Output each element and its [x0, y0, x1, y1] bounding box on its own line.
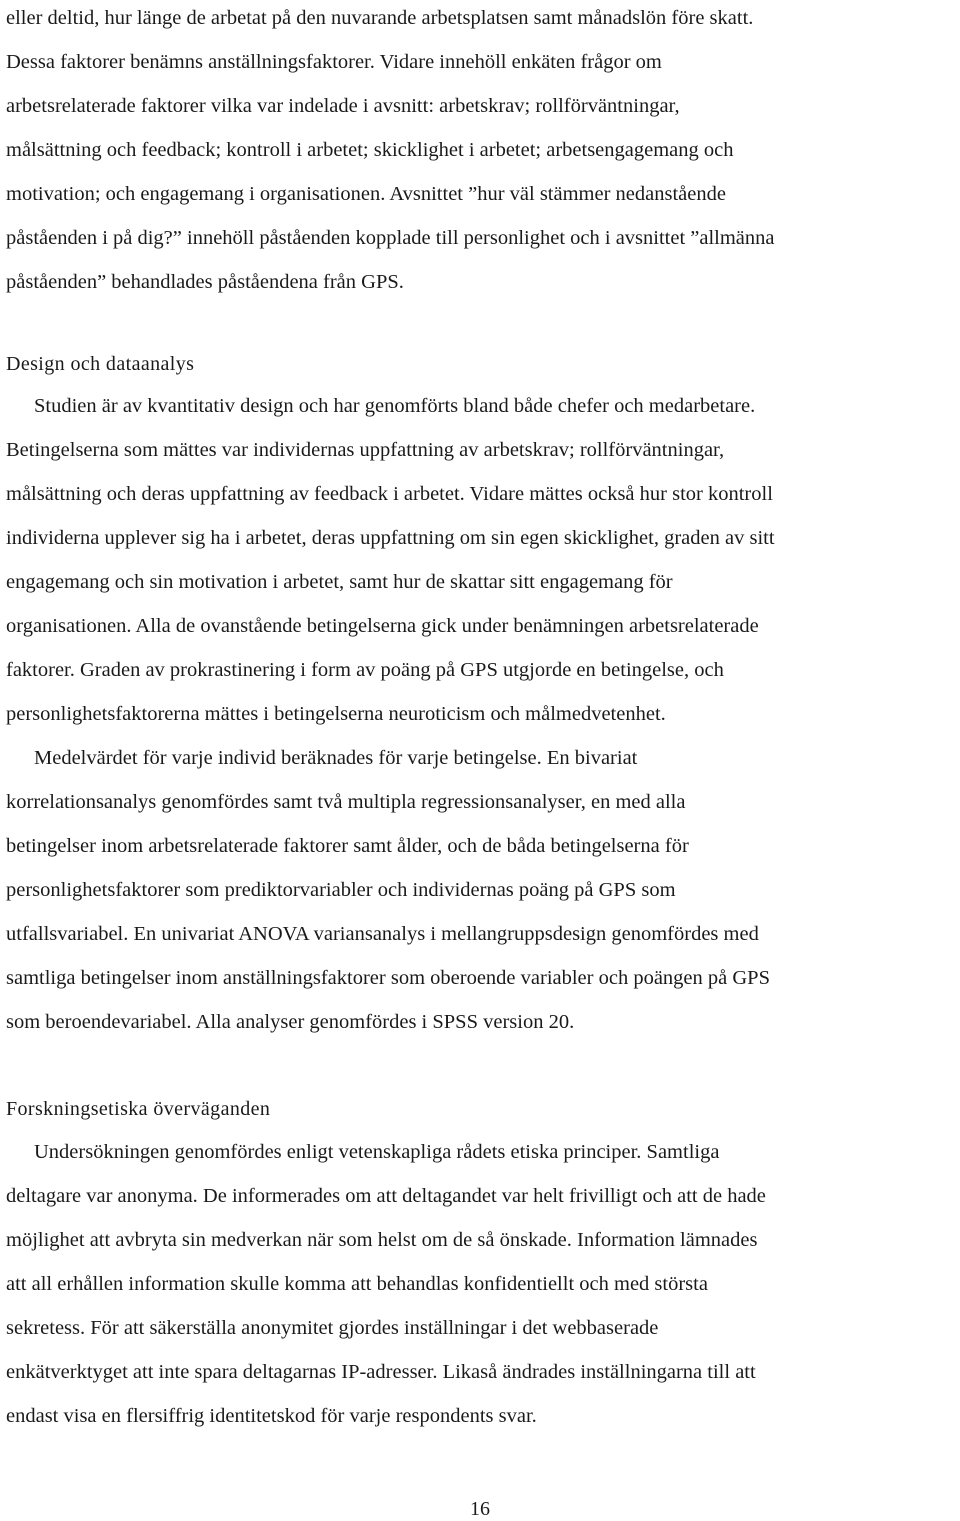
- body-text-line: arbetsrelaterade faktorer vilka var indelade i avsnitt: arbetskrav; rollförväntningar,: [6, 95, 680, 117]
- body-text-line: Undersökningen genomfördes enligt vetenskapliga rådets etiska principer. Samtliga: [34, 1141, 720, 1163]
- body-text-line: faktorer. Graden av prokrastinering i form av poäng på GPS utgjorde en betingelse, och: [6, 659, 724, 681]
- page-number: 16: [470, 1498, 490, 1520]
- body-text-line: enkätverktyget att inte spara deltagarnas IP-adresser. Likaså ändrades inställningarna till att: [6, 1361, 756, 1383]
- body-text-line: Dessa faktorer benämns anställningsfaktorer. Vidare innehöll enkäten frågor om: [6, 51, 662, 73]
- body-text-line: organisationen. Alla de ovanstående betingelserna gick under benämningen arbetsrelaterade: [6, 615, 759, 637]
- body-text-line: målsättning och deras uppfattning av feedback i arbetet. Vidare mättes också hur stor kontroll: [6, 483, 773, 505]
- body-text-line: att all erhållen information skulle komma att behandlas konfidentiellt och med största: [6, 1273, 708, 1295]
- body-text-line: utfallsvariabel. En univariat ANOVA variansanalys i mellangruppsdesign genomfördes med: [6, 923, 759, 945]
- body-text-line: eller deltid, hur länge de arbetat på den nuvarande arbetsplatsen samt månadslön före skatt.: [6, 7, 754, 29]
- body-text-line: betingelser inom arbetsrelaterade faktorer samt ålder, och de båda betingelserna för: [6, 835, 689, 857]
- body-text-line: personlighetsfaktorerna mättes i betingelserna neuroticism och målmedvetenhet.: [6, 703, 666, 725]
- body-text-line: målsättning och feedback; kontroll i arbetet; skicklighet i arbetet; arbetsengagemang och: [6, 139, 734, 161]
- body-text-line: Studien är av kvantitativ design och har genomförts bland både chefer och medarbetare.: [34, 395, 756, 417]
- body-text-line: som beroendevariabel. Alla analyser genomfördes i SPSS version 20.: [6, 1011, 575, 1033]
- body-text-line: korrelationsanalys genomfördes samt två multipla regressionsanalyser, en med alla: [6, 791, 686, 813]
- body-text-line: engagemang och sin motivation i arbetet, samt hur de skattar sitt engagemang för: [6, 571, 673, 593]
- body-text-line: personlighetsfaktorer som prediktorvariabler och individernas poäng på GPS som: [6, 879, 676, 901]
- body-text-line: Medelvärdet för varje individ beräknades för varje betingelse. En bivariat: [34, 747, 638, 769]
- body-text-line: endast visa en flersiffrig identitetskod för varje respondents svar.: [6, 1405, 537, 1427]
- body-text-line: individerna upplever sig ha i arbetet, deras uppfattning om sin egen skicklighet, graden av sitt: [6, 527, 775, 549]
- section-heading-design: Design och dataanalys: [6, 353, 195, 375]
- body-text-line: möjlighet att avbryta sin medverkan när som helst om de så önskade. Information lämnades: [6, 1229, 758, 1251]
- body-text-line: deltagare var anonyma. De informerades om att deltagandet var helt frivilligt och att de hade: [6, 1185, 766, 1207]
- body-text-line: påståenden” behandlades påståendena från GPS.: [6, 271, 404, 293]
- body-text-line: samtliga betingelser inom anställningsfaktorer som oberoende variabler och poängen på GPS: [6, 967, 770, 989]
- body-text-line: påståenden i på dig?” innehöll påståenden kopplade till personlighet och i avsnittet ”allmänna: [6, 227, 775, 249]
- section-heading-ethics: Forskningsetiska överväganden: [6, 1098, 271, 1120]
- body-text-line: sekretess. För att säkerställa anonymitet gjordes inställningar i det webbaserade: [6, 1317, 659, 1339]
- body-text-line: Betingelserna som mättes var individernas uppfattning av arbetskrav; rollförväntningar,: [6, 439, 725, 461]
- body-text-line: motivation; och engagemang i organisationen. Avsnittet ”hur väl stämmer nedanstående: [6, 183, 726, 205]
